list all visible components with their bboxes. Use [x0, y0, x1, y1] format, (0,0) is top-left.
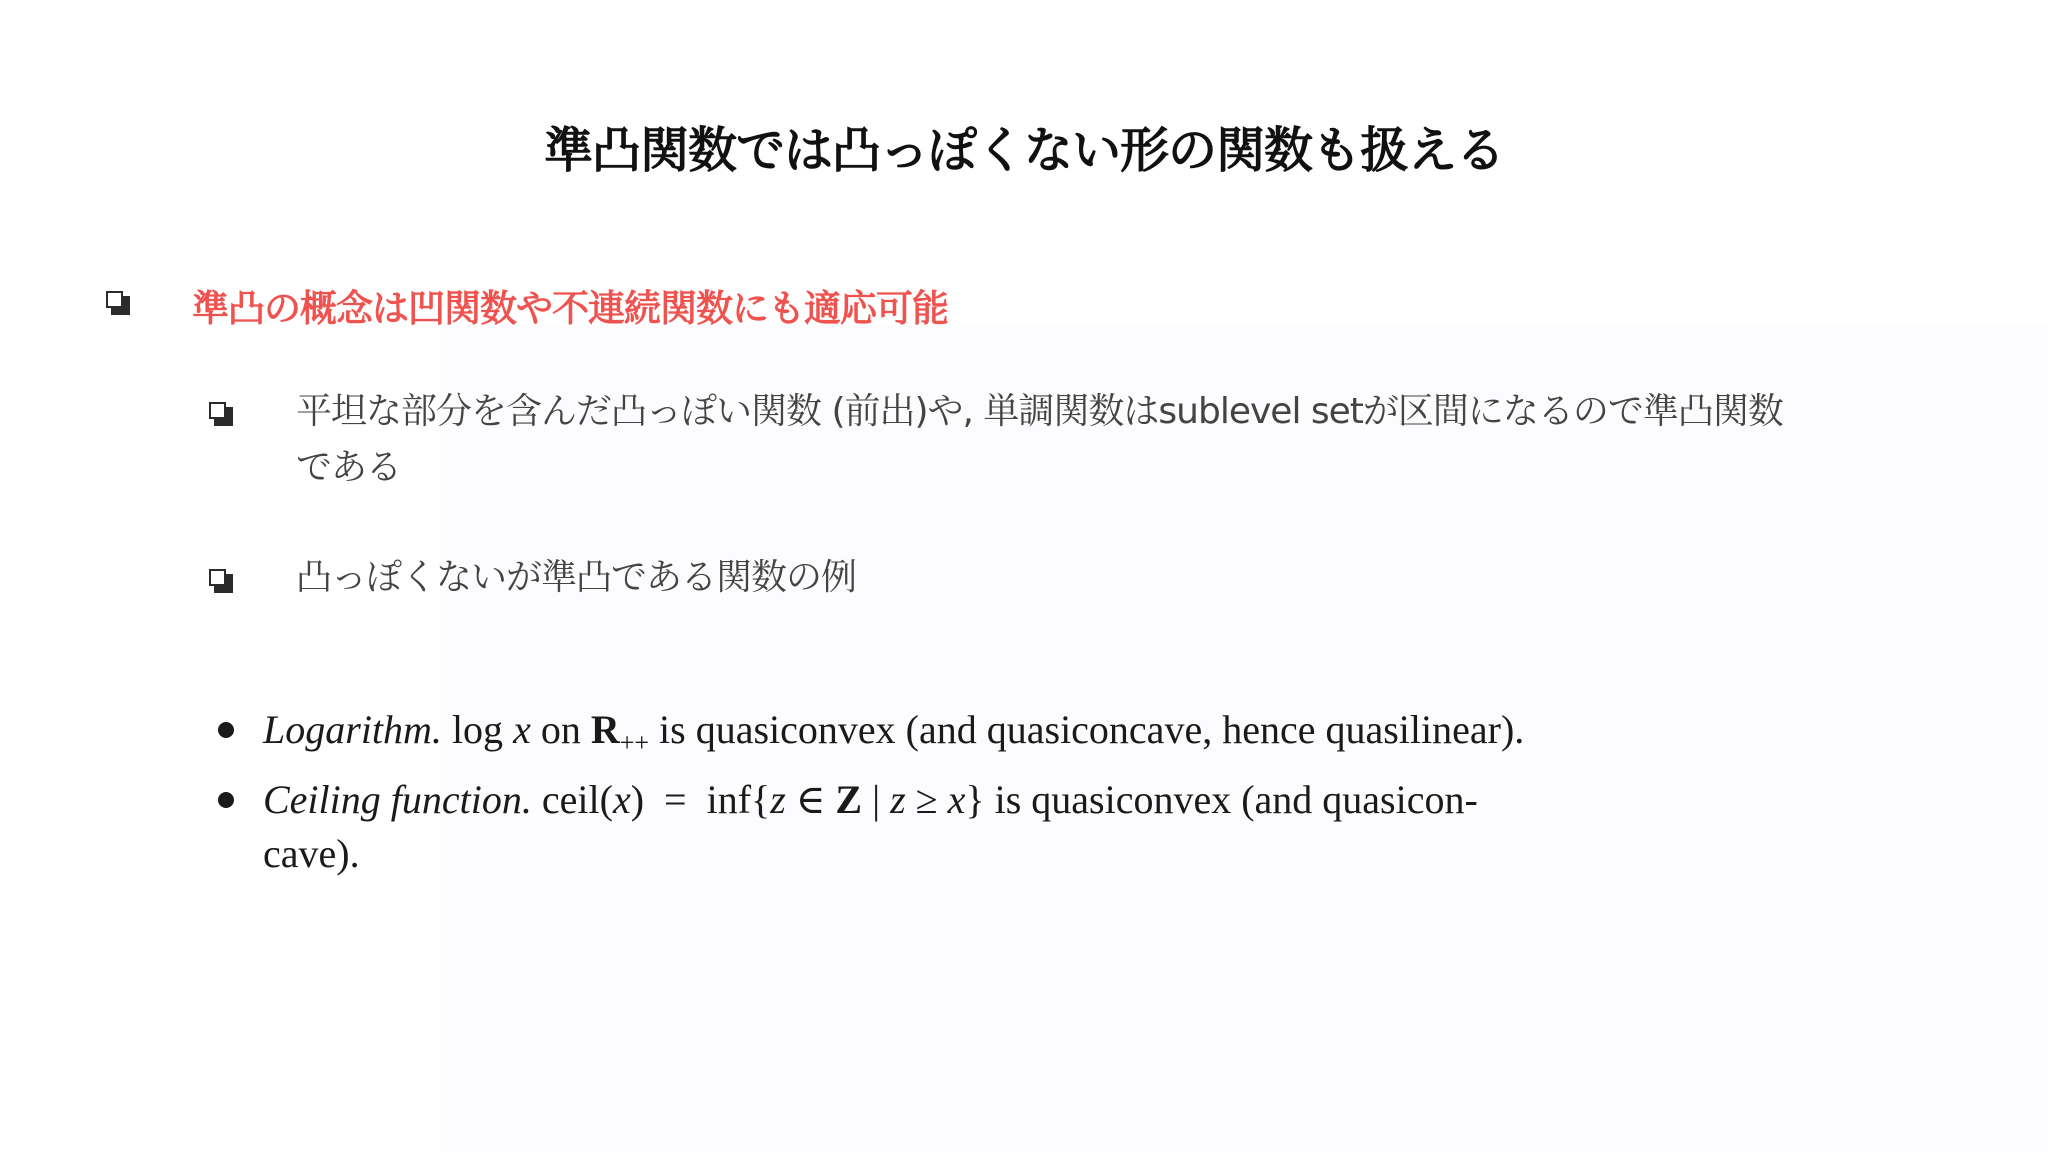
math-symbol: ≥: [905, 777, 948, 822]
math-var: x: [513, 707, 531, 752]
math-symbol: }: [965, 777, 985, 822]
math-var: z: [890, 777, 906, 822]
math-item-ceiling-line2: cave).: [263, 831, 360, 876]
math-text: ceil(: [541, 777, 613, 822]
math-item-ceiling: [263, 773, 1478, 827]
level2-bullet-text-line2: である: [296, 447, 402, 488]
slide-title: 準凸関数では凸っぽくない形の関数も扱える: [543, 122, 1504, 179]
math-symbol: ∈: [785, 777, 836, 822]
math-item-logarithm: [263, 703, 1524, 770]
math-text: is quasiconvex (and quasicon-: [984, 777, 1478, 822]
math-set: R: [590, 707, 620, 752]
math-text: ) = inf{: [630, 777, 771, 822]
checkbox-bullet-icon: [209, 402, 231, 424]
checkbox-bullet-icon: [209, 569, 231, 591]
math-symbol: |: [862, 777, 891, 822]
math-bullet-dot: [218, 722, 234, 738]
math-set: Z: [835, 777, 863, 822]
math-var: z: [770, 777, 786, 822]
level1-bullet-text: 準凸の概念は凹関数や不連続関数にも適応可能: [192, 287, 948, 330]
math-subscript: ++: [619, 728, 650, 757]
level2-bullet-text-line1: 平坦な部分を含んだ凸っぽい関数 (前出)や, 単調関数はsublevel setが区間になるので準凸関数: [296, 391, 1783, 432]
math-var: x: [947, 777, 966, 822]
math-bullet-dot: [218, 792, 234, 808]
math-var: x: [612, 777, 631, 822]
math-text: on: [530, 707, 591, 752]
math-text: is quasiconvex (and quasiconcave, hence quasilinear).: [649, 707, 1525, 752]
math-term-name: Ceiling function.: [263, 777, 532, 822]
level2-bullet-text: 凸っぽくないが準凸である関数の例: [296, 557, 857, 598]
checkbox-bullet-icon: [106, 291, 128, 313]
math-term-name: Logarithm.: [263, 707, 442, 752]
math-text: log: [451, 707, 514, 752]
